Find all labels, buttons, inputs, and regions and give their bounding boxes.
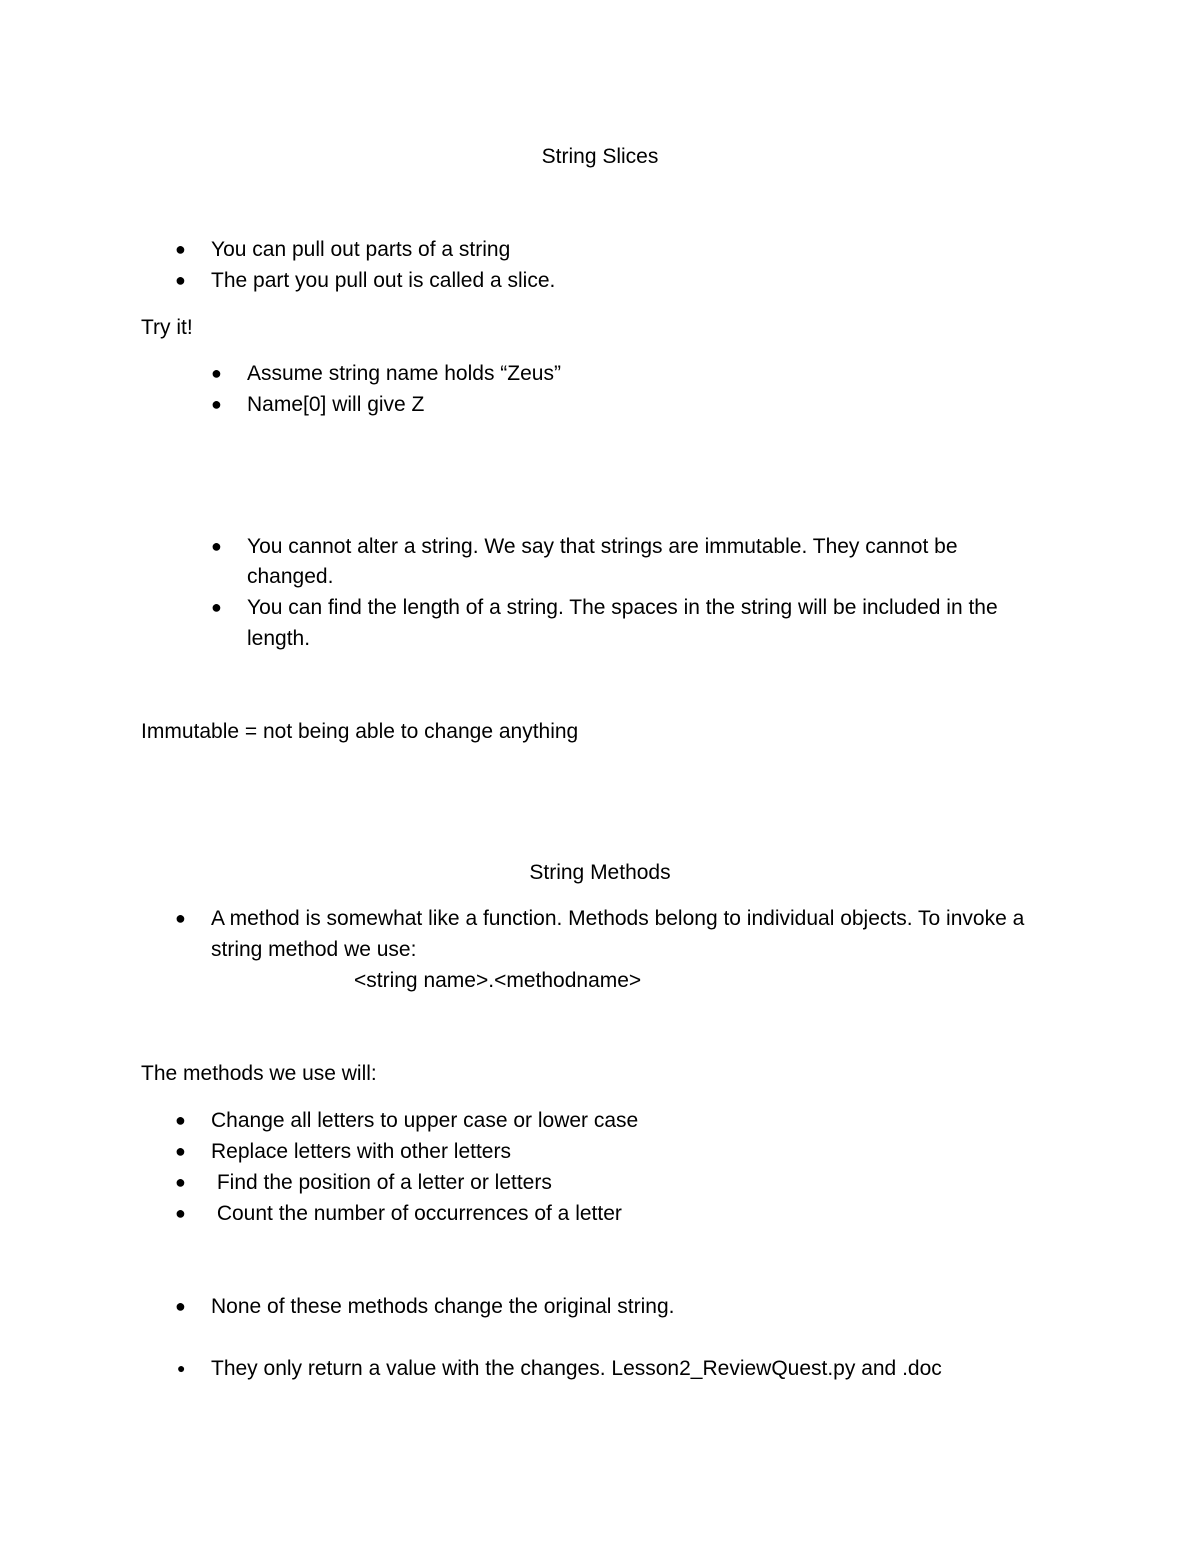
list-item: Name[0] will give Z (247, 393, 425, 416)
list-item: Replace letters with other letters (211, 1140, 511, 1163)
try-it-label: Try it! (141, 316, 193, 339)
list-item-line: string method we use: (211, 938, 417, 961)
definition-text: Immutable = not being able to change anything (141, 720, 579, 743)
bullet-marker: ● (211, 394, 222, 414)
bullet-marker: ● (175, 1110, 186, 1130)
list-item: Find the position of a letter or letters (211, 1171, 552, 1194)
list-item: You can pull out parts of a string (211, 238, 511, 261)
page-title: String Slices (541, 145, 659, 168)
bullet-marker: ● (175, 239, 186, 259)
list-item-line: length. (247, 627, 311, 650)
methods-intro: The methods we use will: (141, 1062, 377, 1085)
bullet-marker: ● (211, 363, 222, 383)
bullet-marker: ● (177, 1360, 186, 1376)
bullet-marker: ● (175, 1141, 186, 1161)
section-title: String Methods (529, 861, 671, 884)
list-item: Change all letters to upper case or lower case (211, 1109, 639, 1132)
list-item-line: You can find the length of a string. The spaces in the string will be included in the (247, 596, 998, 619)
method-syntax: <string name>.<methodname> (354, 969, 642, 992)
bullet-marker: ● (175, 908, 186, 928)
bullet-marker: ● (211, 536, 222, 556)
bullet-marker: ● (175, 1203, 186, 1223)
bullet-marker: ● (175, 1172, 186, 1192)
list-item-line: changed. (247, 565, 334, 588)
bullet-marker: ● (175, 270, 186, 290)
list-item: The part you pull out is called a slice. (211, 269, 556, 292)
list-item: They only return a value with the changes. Lesson2_ReviewQuest.py and .doc (211, 1357, 942, 1380)
bullet-marker: ● (175, 1296, 186, 1316)
list-item-line: A method is somewhat like a function. Methods belong to individual objects. To invoke a (211, 907, 1025, 930)
list-item: Count the number of occurrences of a letter (211, 1202, 622, 1225)
list-item-line: You cannot alter a string. We say that strings are immutable. They cannot be (247, 535, 958, 558)
list-item: Assume string name holds “Zeus” (247, 362, 561, 385)
bullet-marker: ● (211, 597, 222, 617)
list-item: None of these methods change the original string. (211, 1295, 675, 1318)
